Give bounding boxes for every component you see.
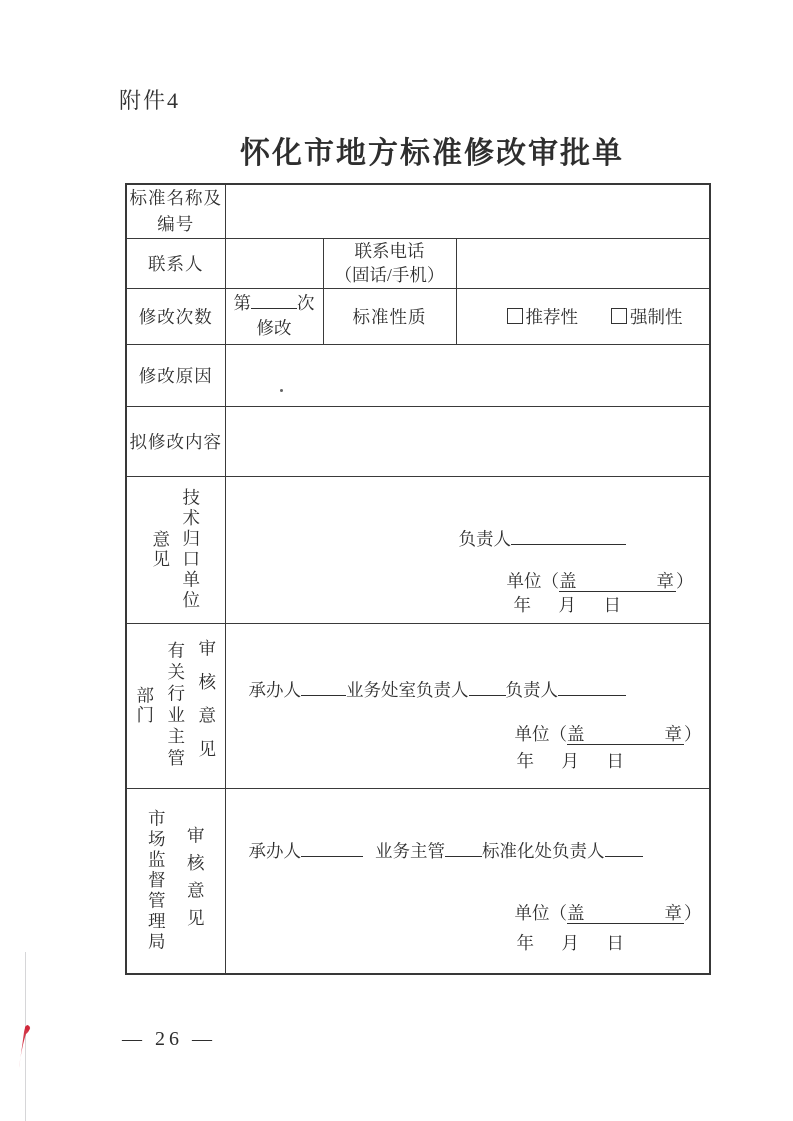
tech-leader-line — [459, 529, 627, 549]
table-row — [126, 238, 710, 288]
checkbox-recommended-icon — [507, 308, 523, 324]
standard-nature-options-cell — [456, 288, 710, 344]
modification-times-label: 修改次数 — [138, 306, 213, 327]
market-unit-seal-line — [515, 903, 702, 923]
table-row — [126, 344, 710, 406]
unit-prefix: 单位（ — [506, 570, 559, 591]
signature-line — [301, 842, 363, 857]
times-blank-line — [251, 294, 297, 309]
tech-header-unit: 技术归口单位 — [180, 488, 201, 611]
contact-person-value-cell — [225, 238, 323, 288]
market-header-bureau: 市场监督管理局 — [146, 809, 167, 953]
contact-person-label: 联系人 — [148, 253, 204, 274]
times-suffix: 次 — [297, 293, 315, 313]
market-signers-line — [249, 841, 643, 861]
market-undertaker-label: 承办人 — [248, 840, 301, 861]
tech-header-opinion: 意见 — [150, 530, 171, 569]
table-row — [126, 288, 710, 344]
table-row — [126, 406, 710, 476]
contact-phone-label-cell — [323, 238, 456, 288]
unit-suffix: ） — [684, 902, 702, 923]
signature-line — [469, 681, 506, 696]
standard-name-label: 标准名称及编号 — [129, 188, 222, 235]
unit-prefix: 单位（ — [514, 902, 567, 923]
mandatory-label: 强制性 — [630, 306, 683, 327]
industry-leader-label: 负责人 — [505, 679, 558, 700]
industry-signers-line — [249, 680, 627, 700]
red-ink-mark — [14, 1022, 40, 1072]
proposed-content-value-cell — [225, 406, 710, 476]
stray-ink-dot — [280, 389, 283, 392]
modification-reason-label: 修改原因 — [138, 365, 213, 386]
tech-section-opinion-cell — [225, 476, 710, 623]
seal-area: 盖 章 — [567, 902, 684, 923]
recommended-label: 推荐性 — [525, 306, 578, 327]
table-row — [126, 184, 710, 238]
mandatory-option — [611, 304, 683, 329]
proposed-content-label: 拟修改内容 — [129, 431, 222, 452]
recommended-option — [507, 304, 579, 329]
standard-nature-label-cell — [323, 288, 456, 344]
document-title: 怀化市地方标准修改审批单 — [240, 137, 624, 170]
market-header-review: 审核意见 — [185, 825, 206, 936]
seal-area: 盖 章 — [559, 570, 676, 591]
industry-header-dept: 部门 — [134, 686, 155, 725]
tech-date-line: 年 月 日 — [513, 594, 626, 615]
contact-person-label-cell — [126, 238, 225, 288]
standard-nature-label: 标准性质 — [352, 306, 427, 327]
tech-unit-seal-line — [507, 571, 694, 591]
industry-section-opinion-cell — [225, 623, 710, 788]
industry-section-header-cell — [126, 623, 225, 788]
industry-undertaker-label: 承办人 — [248, 679, 301, 700]
market-section-opinion-cell — [225, 788, 710, 974]
signature-line — [445, 842, 482, 857]
standard-name-label-cell — [126, 184, 225, 238]
unit-suffix: ） — [676, 570, 694, 591]
tech-leader-label: 负责人 — [458, 528, 511, 549]
unit-suffix: ） — [684, 723, 702, 744]
contact-phone-value-cell — [456, 238, 710, 288]
industry-header-review: 审核意见 — [196, 638, 217, 773]
market-date-line: 年 月 日 — [516, 932, 629, 953]
market-std-office-leader-label: 标准化处负责人 — [482, 840, 605, 861]
proposed-content-label-cell — [126, 406, 225, 476]
tech-section-header-cell — [126, 476, 225, 623]
unit-prefix: 单位（ — [514, 723, 567, 744]
industry-unit-seal-line — [515, 724, 702, 744]
modification-reason-value-cell — [225, 344, 710, 406]
market-supervisor-label: 业务主管 — [375, 840, 445, 861]
signature-line — [558, 681, 626, 696]
contact-phone-label-line2: （固话/手机） — [334, 265, 445, 285]
table-row — [126, 788, 710, 974]
checkbox-mandatory-icon — [611, 308, 627, 324]
table-row — [126, 623, 710, 788]
seal-area: 盖 章 — [567, 723, 684, 744]
signature-line — [301, 681, 346, 696]
signature-line — [511, 530, 626, 545]
table-row — [126, 476, 710, 623]
approval-form-table — [125, 183, 711, 975]
times-line2: 修改 — [256, 318, 292, 338]
market-section-header-cell — [126, 788, 225, 974]
contact-phone-label-line1: 联系电话 — [354, 241, 425, 261]
page-number: — 26 — — [122, 1028, 216, 1050]
times-prefix: 第 — [233, 293, 251, 313]
industry-date-line: 年 月 日 — [516, 750, 629, 771]
industry-office-leader-label: 业务处室负责人 — [346, 679, 469, 700]
industry-header-name: 有关行业主管 — [165, 641, 186, 770]
modification-reason-label-cell — [126, 344, 225, 406]
modification-times-label-cell — [126, 288, 225, 344]
attachment-label: 附件4 — [119, 88, 181, 113]
modification-times-value-cell — [225, 288, 323, 344]
signature-line — [605, 842, 643, 857]
standard-name-value-cell — [225, 184, 710, 238]
